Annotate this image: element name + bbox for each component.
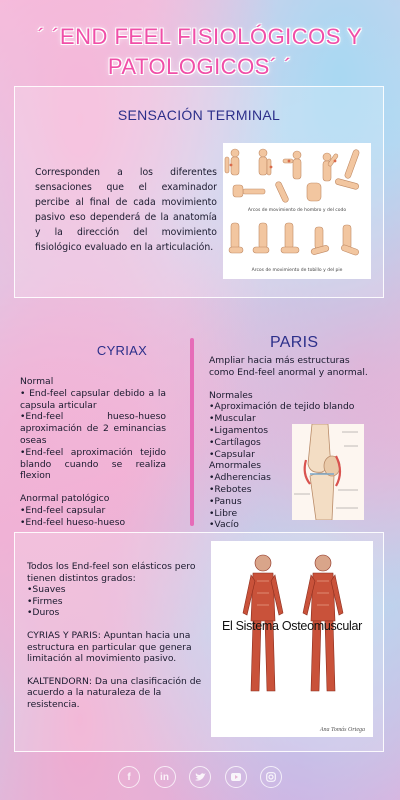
list-item: • End-feel hueso-hueso bbox=[20, 517, 166, 529]
twitter-icon[interactable] bbox=[189, 766, 211, 788]
paris-abnormal-label: Amormales bbox=[209, 460, 262, 472]
list-item: •End-feel aproximación tejido blando cuando se realiza flexion bbox=[20, 446, 166, 482]
knee-illustration bbox=[292, 424, 364, 520]
list-item: • Suaves bbox=[27, 584, 207, 596]
section-heading: SENSACIÓN TERMINAL bbox=[117, 107, 281, 123]
facebook-icon[interactable]: f bbox=[118, 766, 140, 788]
list-item: • Adherencias bbox=[209, 472, 374, 484]
list-item: • Firmes bbox=[27, 596, 207, 608]
range-of-motion-figure bbox=[223, 143, 371, 279]
svg-text:Arcos de movimiento de hombro: Arcos de movimiento de hombro y del codo bbox=[247, 208, 347, 213]
paris-intro: Ampliar hacia más estructuras como End-feel anormal y anormal. bbox=[209, 355, 368, 378]
youtube-icon[interactable] bbox=[225, 766, 247, 788]
summary-panel bbox=[14, 532, 384, 752]
cyriax-heading: CYRIAX bbox=[96, 343, 148, 358]
summary-paragraph: KALTENDORN: Da una clasificación de acuerdo a la naturaleza de la resistencia. bbox=[27, 675, 202, 710]
list-item: • Libre bbox=[209, 508, 374, 520]
instagram-icon[interactable] bbox=[260, 766, 282, 788]
list-item: • Duros bbox=[27, 607, 207, 619]
column-divider bbox=[190, 338, 194, 526]
summary-intro: Todos los End-feel son elásticos pero tienen distintos grados: bbox=[27, 561, 196, 584]
musculoskeletal-figure bbox=[211, 541, 373, 737]
paris-heading: PARIS bbox=[270, 334, 319, 351]
cyriax-content bbox=[20, 376, 166, 529]
sensacion-terminal-panel bbox=[14, 86, 384, 298]
list-item: • Muscular bbox=[209, 413, 374, 425]
linkedin-icon[interactable]: in bbox=[154, 766, 176, 788]
knee-joint-figure bbox=[292, 424, 364, 520]
list-item: • Vacío bbox=[209, 519, 374, 531]
cyriax-normal-label: Normal bbox=[20, 376, 54, 387]
figure-signature: Ana Tomás Ortega bbox=[319, 727, 365, 733]
list-item: • End-feel capsular bbox=[20, 505, 166, 517]
summary-paragraph: CYRIAS Y PARIS: Apuntan hacia una estructura en particular que genera limitación al movimiento pasivo. bbox=[27, 629, 192, 665]
muscular-system-illustration bbox=[211, 541, 373, 737]
social-icons bbox=[118, 764, 282, 790]
list-item: •End-feel hueso-hueso aproximación de 2 eminancias oseas bbox=[20, 411, 166, 446]
figure-caption: El Sistema Osteomuscular bbox=[221, 619, 363, 633]
list-item: • Panus bbox=[209, 496, 374, 508]
list-item: • Aproximación de tejido blando bbox=[209, 401, 374, 413]
list-item: • Cartílagos bbox=[209, 437, 374, 449]
paris-normal-label: Normales bbox=[209, 389, 253, 401]
summary-content bbox=[27, 561, 207, 711]
description-text: Corresponden a los diferentes sensaciones que el examinador percibe al final de cada movimiento pasivo eso dependerá de la anatomía y la dirección del movimiento fisiológico evaluado en la articulación. bbox=[35, 167, 217, 253]
cyriax-pathologic-label: Anormal patológico bbox=[20, 493, 110, 505]
joint-motion-illustration bbox=[223, 143, 371, 279]
svg-text:Arcos de movimiento de tobillo: Arcos de movimiento de tobillo y del pie bbox=[251, 268, 343, 273]
list-item: • Capsular bbox=[209, 449, 374, 461]
list-item: • Rebotes bbox=[209, 484, 374, 496]
list-item: • Ligamentos bbox=[209, 425, 374, 437]
list-item: • End-feel capsular debido a la capsula articular bbox=[20, 387, 166, 411]
page-title: ´ ´END FEEL FISIOLÓGICOS Y PATOLOGICOS´ ´ bbox=[37, 24, 363, 79]
